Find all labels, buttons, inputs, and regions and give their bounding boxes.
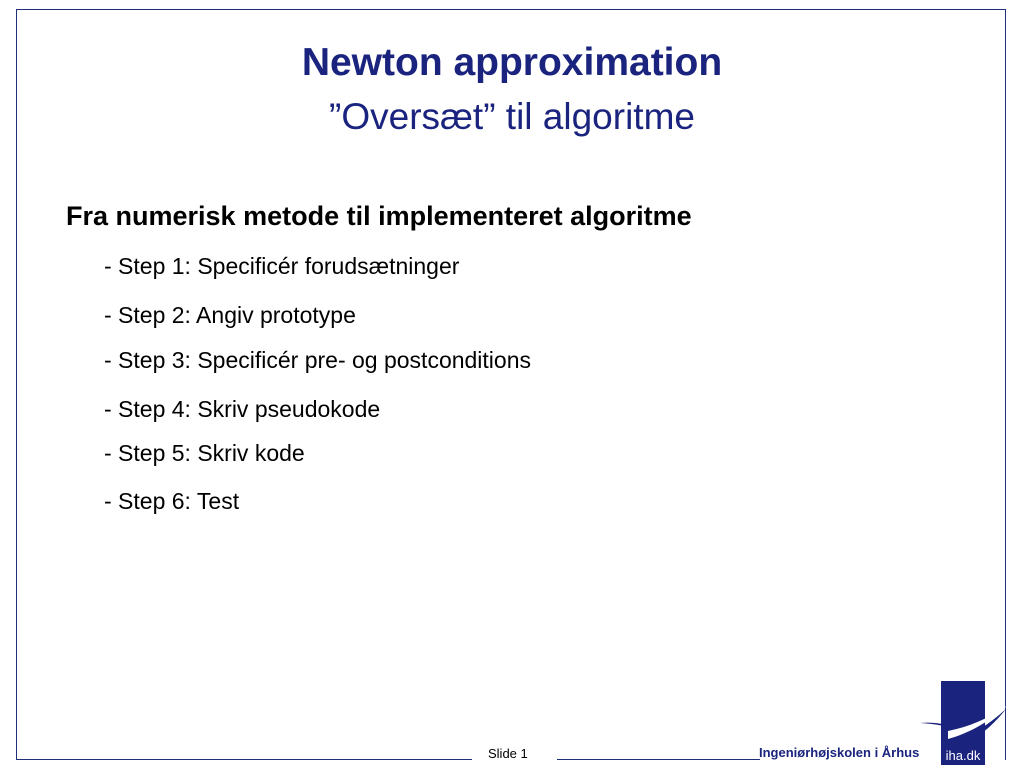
slide-subtitle: ”Oversæt” til algoritme [329,96,695,137]
svg-text:iha.dk: iha.dk [945,748,981,763]
step-1: - Step 1: Specificér forudsætninger [104,253,460,279]
slide-number: Slide 1 [488,746,528,761]
footer-rule-right [557,759,760,760]
step-5: - Step 5: Skriv kode [104,440,305,466]
step-2: - Step 2: Angiv prototype [104,302,356,328]
school-name: Ingeniørhøjskolen i Århus [759,745,920,760]
slide-title: Newton approximation [301,41,723,84]
footer-rule-left [16,759,472,760]
step-3: - Step 3: Specificér pre- og postconditions [104,347,532,373]
section-heading: Fra numerisk metode til implementeret algoritme [66,201,692,231]
step-4: - Step 4: Skriv pseudokode [104,396,381,422]
step-6: - Step 6: Test [104,488,240,514]
iha-logo [918,681,1008,765]
